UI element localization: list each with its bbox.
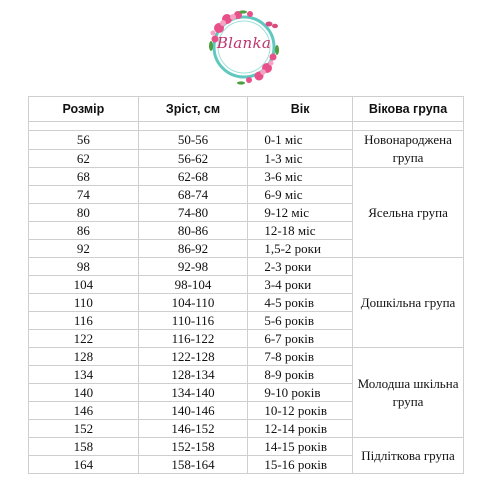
- cell-age: 4-5 років: [248, 294, 353, 312]
- cell-height: 158-164: [138, 456, 248, 474]
- cell-height: 152-158: [138, 438, 248, 456]
- cell-age-group: Молодша шкільна група: [353, 348, 464, 438]
- cell-size: 110: [29, 294, 139, 312]
- cell-age: 7-8 років: [248, 348, 353, 366]
- cell-size: 128: [29, 348, 139, 366]
- cell-age: 1-3 міс: [248, 149, 353, 168]
- cell-height: 104-110: [138, 294, 248, 312]
- cell-age: 10-12 років: [248, 402, 353, 420]
- cell-age: 3-6 міс: [248, 168, 353, 186]
- cell-size: 74: [29, 186, 139, 204]
- table-row: [29, 258, 464, 276]
- cell-height: 62-68: [138, 168, 248, 186]
- cell-size: 152: [29, 420, 139, 438]
- header-height: Зріст, см: [138, 97, 248, 122]
- cell-height: 128-134: [138, 366, 248, 384]
- cell-age: 8-9 років: [248, 366, 353, 384]
- cell-age-group: Дошкільна група: [353, 258, 464, 348]
- cell-size: 116: [29, 312, 139, 330]
- cell-height: 68-74: [138, 186, 248, 204]
- cell-size: 68: [29, 168, 139, 186]
- cell-age: 9-10 років: [248, 384, 353, 402]
- cell-height: 86-92: [138, 240, 248, 258]
- spacer-row: [29, 122, 464, 131]
- cell-height: 98-104: [138, 276, 248, 294]
- cell-size: 104: [29, 276, 139, 294]
- cell-height: 140-146: [138, 402, 248, 420]
- cell-size: 164: [29, 456, 139, 474]
- cell-height: 134-140: [138, 384, 248, 402]
- header-age: Вік: [248, 97, 353, 122]
- cell-size: 122: [29, 330, 139, 348]
- size-chart-table: [28, 96, 464, 474]
- cell-height: 92-98: [138, 258, 248, 276]
- cell-age: 3-4 роки: [248, 276, 353, 294]
- cell-age: 0-1 міс: [248, 131, 353, 150]
- header-age-group: Вікова група: [353, 97, 464, 122]
- cell-size: 146: [29, 402, 139, 420]
- cell-size: 158: [29, 438, 139, 456]
- cell-size: 92: [29, 240, 139, 258]
- cell-height: 116-122: [138, 330, 248, 348]
- cell-size: 62: [29, 149, 139, 168]
- cell-size: 140: [29, 384, 139, 402]
- cell-age: 9-12 міс: [248, 204, 353, 222]
- cell-height: 122-128: [138, 348, 248, 366]
- cell-size: 80: [29, 204, 139, 222]
- cell-age: 15-16 років: [248, 456, 353, 474]
- cell-age: 6-9 міс: [248, 186, 353, 204]
- cell-age: 1,5-2 роки: [248, 240, 353, 258]
- brand-logo: [205, 8, 283, 86]
- cell-age: 5-6 років: [248, 312, 353, 330]
- cell-size: 134: [29, 366, 139, 384]
- table-row: [29, 131, 464, 150]
- cell-height: 56-62: [138, 149, 248, 168]
- cell-age: 6-7 років: [248, 330, 353, 348]
- cell-height: 146-152: [138, 420, 248, 438]
- brand-name: Blanka: [216, 34, 272, 52]
- cell-age-group: Ясельна група: [353, 168, 464, 258]
- cell-age: 2-3 роки: [248, 258, 353, 276]
- cell-age: 12-14 років: [248, 420, 353, 438]
- cell-height: 110-116: [138, 312, 248, 330]
- cell-height: 74-80: [138, 204, 248, 222]
- header-size: Розмір: [29, 97, 139, 122]
- table-row: [29, 348, 464, 366]
- table-row: [29, 438, 464, 456]
- cell-size: 98: [29, 258, 139, 276]
- table-row: [29, 168, 464, 186]
- cell-age-group: Новонароджена група: [353, 131, 464, 168]
- cell-height: 50-56: [138, 131, 248, 150]
- cell-age: 14-15 років: [248, 438, 353, 456]
- cell-size: 86: [29, 222, 139, 240]
- cell-age: 12-18 міс: [248, 222, 353, 240]
- cell-height: 80-86: [138, 222, 248, 240]
- table-header-row: [29, 97, 464, 122]
- cell-age-group: Підліткова група: [353, 438, 464, 474]
- cell-size: 56: [29, 131, 139, 150]
